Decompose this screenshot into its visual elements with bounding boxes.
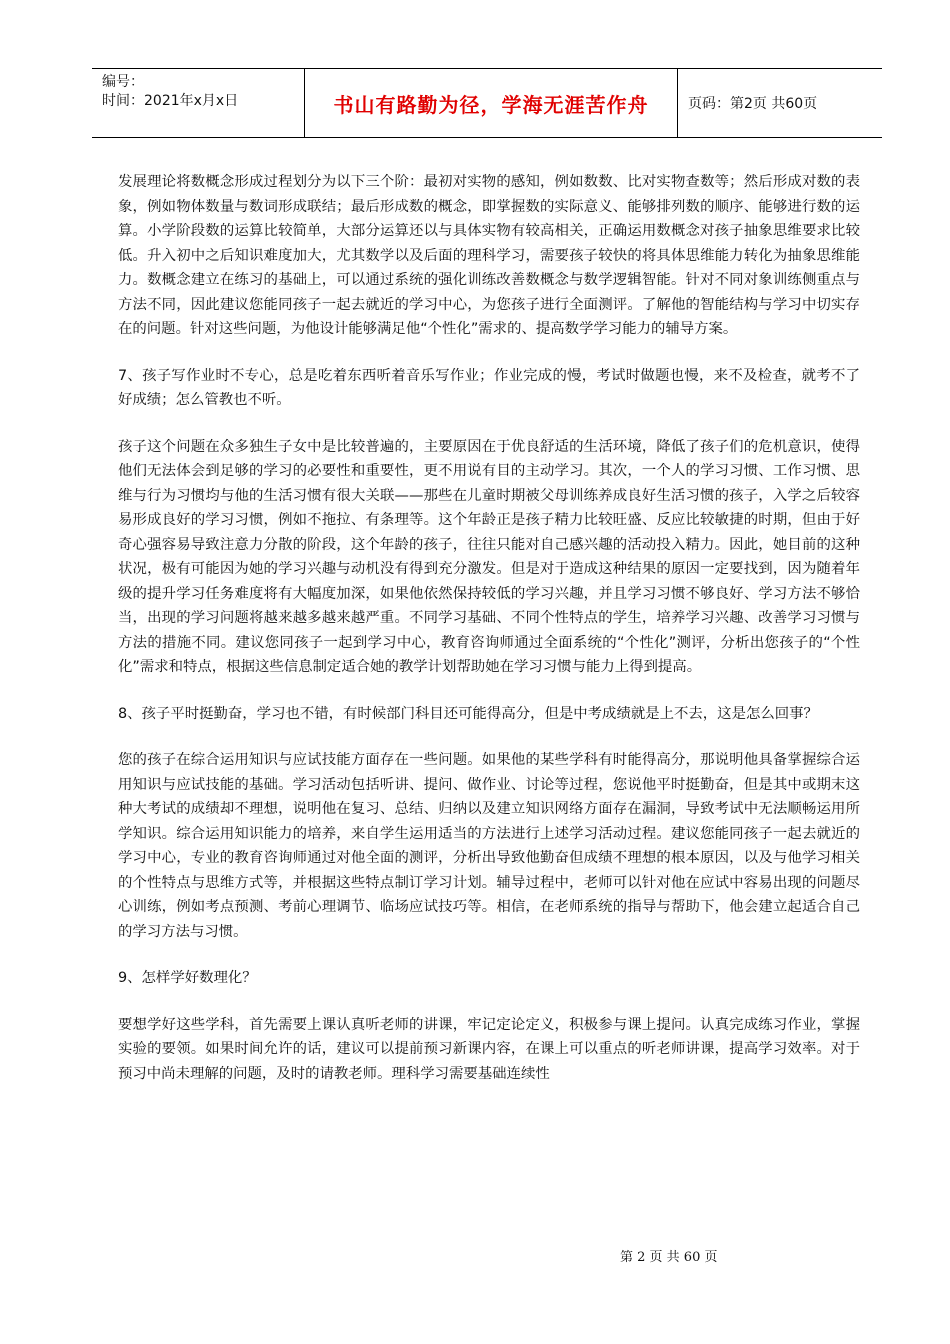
question-heading: 8、孩子平时挺勤奋，学习也不错，有时候部门科目还可能得高分，但是中考成绩就是上不去，这是怎么回事？ <box>118 705 818 722</box>
paragraph: 孩子这个问题在众多独生子女中是比较普遍的，主要原因在于优良舒适的生活环境，降低了孩子们的危机意识，使得他们无法体会到足够的学习的必要性和重要性，更不用说有目的主动学习。其次，一个人的学习习惯、工作习惯、思维与行为习惯均与他的生活习惯有很大关联——那些在儿童时期被父母训练养成良好生活习惯的孩子，入学之后较容易形成良好的学习习惯，例如不拖拉、有条理等。这个年龄正是孩子精力比较旺盛、反应比较敏捷的时期，但由于好奇心强容易导致注意力分散的阶段，这个年龄的孩子，往往只能对自己感兴趣的活动投入精力。因此，她目前的这种状况，极有可能因为她的学习兴趣与动机没有得到充分激发。但是对于造成这种结果的原因一定要找到，因为随着年级的提升学习任务难度将有大幅度加深，如果他依然保持较低的学习兴趣，并且学习习惯不够良好、学习方法不够恰当，出现的学习问题将越来越多越来越严重。不同学习基础、不同个性特点的学生，培养学习兴趣、改善学习习惯与方法的措施不同。建议您同孩子一起到学习中心，教育咨询师通过全面系统的“个性化”测评，分析出您孩子的“个性化”需求和特点，根据这些信息制定适合她的教学计划帮助她在学习习惯与能力上得到提高。 <box>118 438 860 675</box>
page-header <box>92 68 882 138</box>
paragraph: 发展理论将数概念形成过程划分为以下三个阶：最初对实物的感知，例如数数、比对实物查数等；然后形成对数的表象，例如物体数量与数词形成联结；最后形成数的概念，即掌握数的实际意义、能够排列数的顺序、能够进行数的运算。小学阶段数的运算比较简单，大部分运算还以与具体实物有较高相关，正确运用数概念对孩子抽象思维要求比较低。升入初中之后知识难度加大，尤其数学以及后面的理科学习，需要孩子较快的将具体思维能力转化为抽象思维能力。数概念建立在练习的基础上，可以通过系统的强化训练改善数概念与数学逻辑智能。针对不同对象训练侧重点与方法不同，因此建议您能同孩子一起去就近的学习中心，为您孩子进行全面测评。了解他的智能结构与学习中切实存在的问题。针对这些问题，为他设计能够满足他“个性化”需求的、提高数学学习能力的辅导方案。 <box>118 174 860 337</box>
document-body <box>118 170 860 1108</box>
document-time-label: 时间：2021年x月x日 <box>102 93 239 109</box>
header-motto: 书山有路勤为径，学海无涯苦作舟 <box>304 69 678 137</box>
paragraph: 要想学好这些学科，首先需要上课认真听老师的讲课，牢记定论定义，积极参与课上提问。认真完成练习作业，掌握实验的要领。如果时间允许的话，建议可以提前预习新课内容，在课上可以重点的听老师讲课，提高学习效率。对于预习中尚未理解的问题，及时的请教老师。理科学习需要基础连续性 <box>118 1016 860 1082</box>
paragraph: 您的孩子在综合运用知识与应试技能方面存在一些问题。如果他的某些学科有时能得高分，那说明他具备掌握综合运用知识与应试技能的基础。学习活动包括听讲、提问、做作业、讨论等过程，您说他平时挺勤奋，但是其中或期末这种大考试的成绩却不理想，说明他在复习、总结、归纳以及建立知识网络方面存在漏洞，导致考试中无法顺畅运用所学知识。综合运用知识能力的培养，来自学生运用适当的方法进行上述学习活动过程。建议您能同孩子一起去就近的学习中心，专业的教育咨询师通过对他全面的测评，分析出导致他勤奋但成绩不理想的根本原因，以及与他学习相关的个性特点与思维方式等，并根据这些特点制订学习计划。辅导过程中，老师可以针对他在应试中容易出现的问题尽心训练，例如考点预测、考前心理调节、临场应试技巧等。相信，在老师系统的指导与帮助下，他会建立起适合自己的学习方法与习惯。 <box>118 752 860 940</box>
page-footer: 第 2 页 共 60 页 <box>620 1250 718 1265</box>
header-page-number: 页码：第2页 共60页 <box>688 96 818 112</box>
question-heading: 9、怎样学好数理化？ <box>118 970 257 986</box>
header-meta <box>92 69 304 137</box>
document-number-label: 编号： <box>102 74 144 90</box>
question-heading: 7、孩子写作业时不专心，总是吃着东西听着音乐写作业；作业完成的慢，考试时做题也慢，来不及检查，就考不了好成绩；怎么管教也不听。 <box>118 367 860 408</box>
